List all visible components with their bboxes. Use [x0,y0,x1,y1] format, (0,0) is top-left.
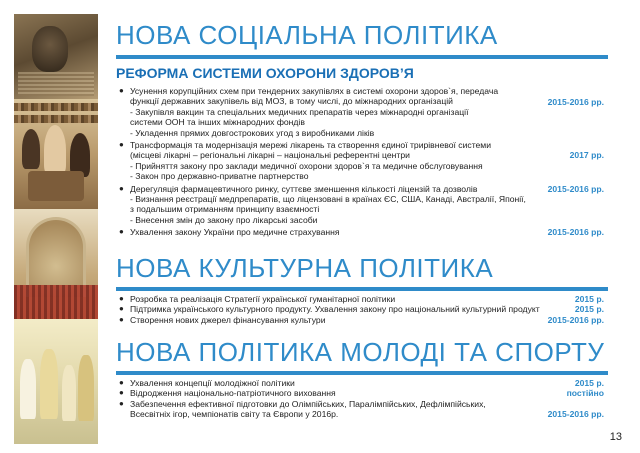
health-reform-list [116,86,608,238]
bullet-icon: ● [119,183,124,193]
item-date: 2015-2016 рр. [547,314,604,325]
children-performance-photo [14,319,98,444]
bullet-icon: ● [119,378,124,387]
bullet-icon: ● [119,304,124,314]
subsection-title-health-reform: РЕФОРМА СИСТЕМИ ОХОРОНИ ЗДОРОВ’Я [116,65,414,81]
youth-sport-list [116,378,608,420]
historic-portrait-photo [14,14,98,99]
list-item: ● Трансформація та модернізація мережі лікарень та створення єдиної трирівневої системи (місцеві лікарні – регіональні лікарні – національні референтні центри - Прийняття закону про заклади медичної охорони здоров`я та медичне обслуговування - Закон про державно-приватне партнерство 2017 рр. [119,140,604,182]
bullet-icon: ● [119,227,124,237]
item-date: 2015-2016 рр. [547,227,604,238]
section-title-social-policy: НОВА СОЦІАЛЬНА ПОЛІТИКА [116,20,498,50]
item-date: 2015-2016 рр. [547,409,604,420]
list-item: ● Розробка та реалізація Стратегії української гуманітарної політики 2015 р. [119,294,604,304]
section-title-youth-sport-policy: НОВА ПОЛІТИКА МОЛОДІ ТА СПОРТУ [116,337,605,367]
list-item: ● Ухвалення концепції молодіжної політики 2015 р. [119,378,604,388]
item-date: 2015 р. [574,304,604,315]
list-item: ● Підтримка українського культурного продукту. Ухвалення закону про національний культурний продукт 2015 р. [119,304,604,315]
bullet-icon: ● [119,388,124,398]
list-item: ● Створення нових джерел фінансування культури 2015-2016 рр. [119,314,604,325]
bullet-icon: ● [119,398,124,408]
bullet-icon: ● [119,140,124,150]
section-divider [116,55,608,59]
bullet-icon: ● [119,86,124,95]
list-item: ● Ухвалення закону України про медичне страхування 2015-2016 рр. [119,227,604,238]
section-divider [116,287,608,291]
library-students-photo [14,99,98,209]
page-number: 13 [609,431,622,443]
photo-collage [14,14,98,444]
bullet-icon: ● [119,294,124,303]
opera-house-photo [14,209,98,319]
culture-policy-list [116,294,608,325]
item-date: 2015-2016 рр. [547,183,604,194]
item-date: 2015-2016 рр. [547,96,604,107]
item-date: 2017 рр. [569,150,604,161]
item-date: 2015 р. [574,294,604,304]
list-item: ● Усунення корупційних схем при тендерних закупівлях в системі охорони здоров`я, передача функції державних закупівель від МОЗ, в тому числі, до міжнародних організацій - Закупівля вакцин та спеціальних медичних препаратів через міжнародні організації системи ООН та інших міжнародних фондів - Укладення прямих довгострокових угод з виробниками ліків 2015-2016 рр. [119,86,604,138]
item-date: постійно [566,388,604,399]
list-item: ● Дерегуляція фармацевтичного ринку, суттєве зменшення кількості ліцензій та дозволів - Визнання реєстрації медпрепаратів, що ліцензовані в країнах ЄС, США, Канаді, Австралії, Японії, з подальшим отриманням принципу взаємності - Внесення змін до закону про лікарські засоби 2015-2016 рр. [119,183,604,225]
section-title-culture-policy: НОВА КУЛЬТУРНА ПОЛІТИКА [116,253,494,283]
list-item: ● Забезпечення ефективної підготовки до Олімпійських, Паралімпійських, Дефлімпійських, Всесвітніх ігор, чемпіонатів світу та Європи у 2016р. 2015-2016 рр. [119,398,604,420]
item-date: 2015 р. [574,378,604,388]
bullet-icon: ● [119,314,124,324]
section-divider [116,371,608,375]
list-item: ● Відродження національно-патріотичного виховання постійно [119,388,604,399]
